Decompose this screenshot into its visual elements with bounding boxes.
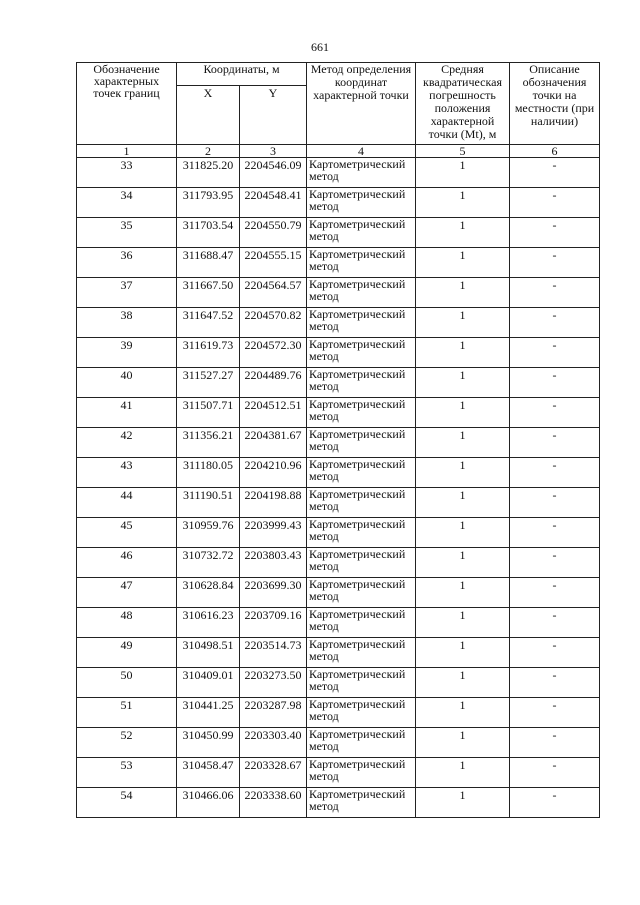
cell-x: 310959.76 [177,518,240,548]
cell-point: 37 [77,278,177,308]
cell-accuracy: 1 [416,368,510,398]
table-row [77,398,600,428]
table-row [77,218,600,248]
cell-description: - [510,158,600,188]
cell-accuracy: 1 [416,398,510,428]
column-number: 6 [510,145,600,158]
cell-method: Картометрический метод [307,248,416,278]
cell-x: 310732.72 [177,548,240,578]
cell-description: - [510,638,600,668]
cell-accuracy: 1 [416,158,510,188]
cell-x: 310628.84 [177,578,240,608]
cell-point: 42 [77,428,177,458]
table-row [77,278,600,308]
cell-x: 311825.20 [177,158,240,188]
cell-x: 310458.47 [177,758,240,788]
header-x: X [177,86,240,145]
cell-x: 310441.25 [177,698,240,728]
cell-description: - [510,728,600,758]
cell-description: - [510,368,600,398]
cell-y: 2203328.67 [240,758,307,788]
header-accuracy: Средняя квадратическая погрешность положения характерной точки (Mt), м [416,63,510,145]
table-row [77,758,600,788]
cell-point: 34 [77,188,177,218]
column-number-row [77,145,600,158]
cell-point: 40 [77,368,177,398]
cell-method: Картометрический метод [307,788,416,818]
cell-x: 311356.21 [177,428,240,458]
cell-method: Картометрический метод [307,158,416,188]
table-row [77,608,600,638]
cell-y: 2203803.43 [240,548,307,578]
cell-accuracy: 1 [416,248,510,278]
cell-accuracy: 1 [416,308,510,338]
cell-point: 47 [77,578,177,608]
column-number: 2 [177,145,240,158]
table-row [77,548,600,578]
cell-x: 311667.50 [177,278,240,308]
cell-y: 2203999.43 [240,518,307,548]
table-row [77,428,600,458]
cell-y: 2204572.30 [240,338,307,368]
cell-accuracy: 1 [416,698,510,728]
cell-accuracy: 1 [416,488,510,518]
cell-point: 50 [77,668,177,698]
cell-x: 311180.05 [177,458,240,488]
cell-description: - [510,398,600,428]
cell-y: 2204210.96 [240,458,307,488]
cell-description: - [510,188,600,218]
page-number: 661 [311,40,329,54]
cell-description: - [510,758,600,788]
cell-method: Картометрический метод [307,428,416,458]
cell-method: Картометрический метод [307,398,416,428]
cell-method: Картометрический метод [307,518,416,548]
cell-accuracy: 1 [416,338,510,368]
cell-y: 2203699.30 [240,578,307,608]
cell-accuracy: 1 [416,728,510,758]
cell-point: 48 [77,608,177,638]
cell-method: Картометрический метод [307,578,416,608]
cell-accuracy: 1 [416,518,510,548]
cell-description: - [510,668,600,698]
cell-description: - [510,578,600,608]
cell-y: 2204555.15 [240,248,307,278]
table-row [77,788,600,818]
cell-method: Картометрический метод [307,218,416,248]
cell-accuracy: 1 [416,428,510,458]
cell-accuracy: 1 [416,548,510,578]
table-row [77,248,600,278]
cell-point: 45 [77,518,177,548]
cell-y: 2204548.41 [240,188,307,218]
cell-x: 311527.27 [177,368,240,398]
cell-description: - [510,458,600,488]
cell-point: 46 [77,548,177,578]
cell-y: 2203514.73 [240,638,307,668]
cell-point: 38 [77,308,177,338]
cell-description: - [510,308,600,338]
cell-accuracy: 1 [416,218,510,248]
cell-point: 35 [77,218,177,248]
cell-method: Картометрический метод [307,548,416,578]
cell-description: - [510,548,600,578]
cell-accuracy: 1 [416,638,510,668]
cell-method: Картометрический метод [307,758,416,788]
cell-accuracy: 1 [416,578,510,608]
cell-y: 2204564.57 [240,278,307,308]
cell-y: 2204489.76 [240,368,307,398]
cell-x: 311619.73 [177,338,240,368]
cell-point: 41 [77,398,177,428]
cell-x: 310466.06 [177,788,240,818]
table-row [77,578,600,608]
table-row [77,308,600,338]
table-row [77,488,600,518]
table-row [77,728,600,758]
cell-description: - [510,608,600,638]
table-row [77,698,600,728]
table-row [77,458,600,488]
cell-description: - [510,248,600,278]
cell-x: 311647.52 [177,308,240,338]
column-number: 3 [240,145,307,158]
cell-point: 54 [77,788,177,818]
cell-point: 52 [77,728,177,758]
table-row [77,668,600,698]
table-row [77,158,600,188]
cell-description: - [510,218,600,248]
cell-accuracy: 1 [416,608,510,638]
cell-description: - [510,518,600,548]
boundary-points-table [76,62,600,818]
cell-accuracy: 1 [416,788,510,818]
column-number: 1 [77,145,177,158]
cell-x: 311793.95 [177,188,240,218]
cell-y: 2203273.50 [240,668,307,698]
cell-y: 2203709.16 [240,608,307,638]
cell-method: Картометрический метод [307,308,416,338]
header-description: Описание обозначения точки на местности (при наличии) [510,63,600,145]
cell-method: Картометрический метод [307,608,416,638]
cell-y: 2204381.67 [240,428,307,458]
cell-y: 2204512.51 [240,398,307,428]
cell-point: 39 [77,338,177,368]
cell-x: 311703.54 [177,218,240,248]
cell-method: Картометрический метод [307,638,416,668]
cell-point: 49 [77,638,177,668]
cell-y: 2204550.79 [240,218,307,248]
header-y: Y [240,86,307,145]
cell-method: Картометрический метод [307,728,416,758]
cell-accuracy: 1 [416,278,510,308]
cell-description: - [510,428,600,458]
cell-description: - [510,788,600,818]
cell-point: 53 [77,758,177,788]
cell-method: Картометрический метод [307,488,416,518]
cell-y: 2203303.40 [240,728,307,758]
cell-accuracy: 1 [416,188,510,218]
table-row [77,638,600,668]
cell-method: Картометрический метод [307,458,416,488]
cell-point: 44 [77,488,177,518]
table-row [77,518,600,548]
cell-point: 43 [77,458,177,488]
table-row [77,338,600,368]
cell-description: - [510,698,600,728]
cell-point: 51 [77,698,177,728]
column-number: 5 [416,145,510,158]
cell-x: 311507.71 [177,398,240,428]
cell-y: 2203287.98 [240,698,307,728]
cell-accuracy: 1 [416,668,510,698]
cell-description: - [510,278,600,308]
cell-accuracy: 1 [416,458,510,488]
cell-x: 310450.99 [177,728,240,758]
cell-description: - [510,338,600,368]
cell-y: 2204570.82 [240,308,307,338]
header-point: Обозначение характерных точек границ [77,63,177,145]
table-row [77,188,600,218]
cell-y: 2203338.60 [240,788,307,818]
cell-point: 36 [77,248,177,278]
column-number: 4 [307,145,416,158]
header-method: Метод определения координат характерной точки [307,63,416,145]
cell-x: 310616.23 [177,608,240,638]
cell-method: Картометрический метод [307,668,416,698]
cell-x: 311190.51 [177,488,240,518]
cell-method: Картометрический метод [307,368,416,398]
table-row [77,368,600,398]
cell-x: 311688.47 [177,248,240,278]
cell-y: 2204546.09 [240,158,307,188]
cell-method: Картометрический метод [307,338,416,368]
cell-method: Картометрический метод [307,278,416,308]
cell-accuracy: 1 [416,758,510,788]
cell-x: 310498.51 [177,638,240,668]
cell-x: 310409.01 [177,668,240,698]
cell-method: Картометрический метод [307,188,416,218]
cell-method: Картометрический метод [307,698,416,728]
header-coordinates: Координаты, м [177,63,307,86]
cell-point: 33 [77,158,177,188]
cell-y: 2204198.88 [240,488,307,518]
cell-description: - [510,488,600,518]
